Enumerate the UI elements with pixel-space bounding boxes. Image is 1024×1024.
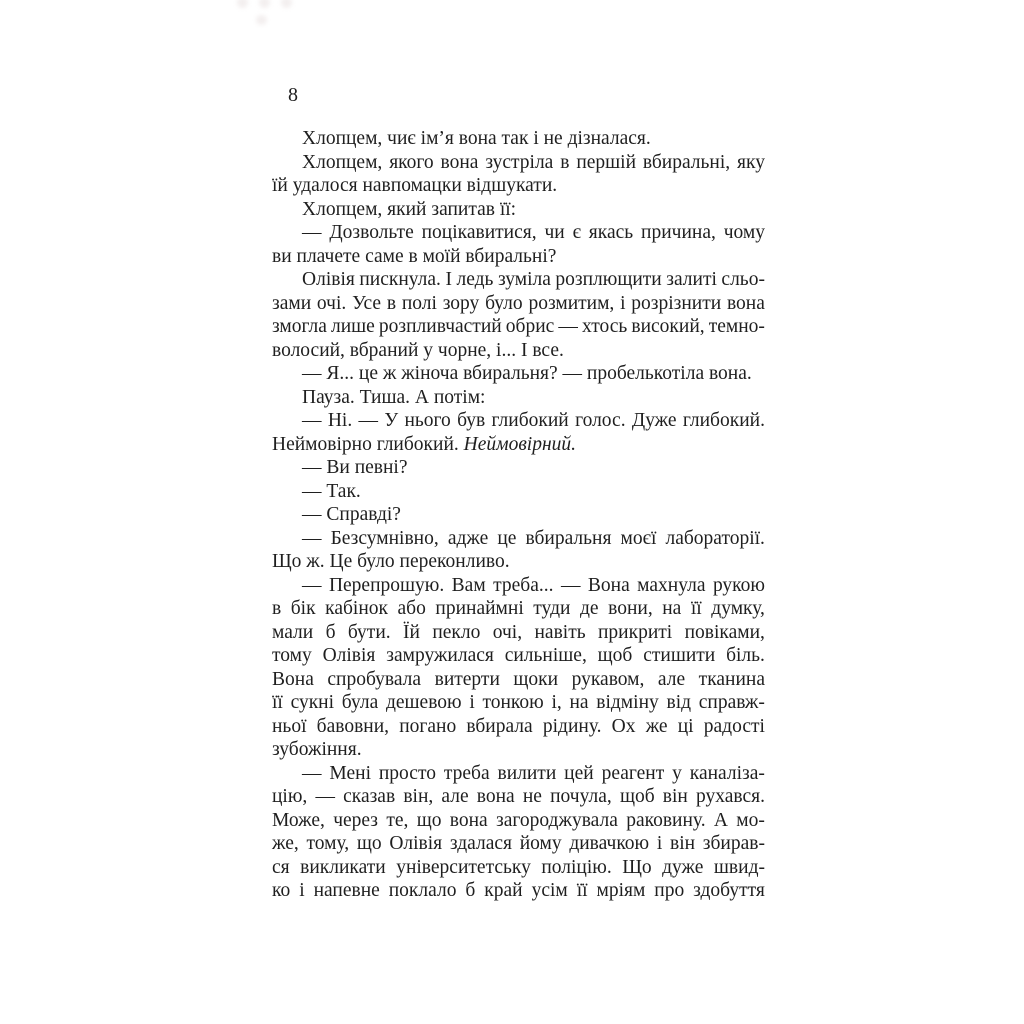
text-line: волосий, вбраний у чорне, і... І все.	[272, 339, 564, 361]
text-line: їй удалося навпомацки відшукати.	[272, 175, 558, 196]
text-line: Вона спробувала витерти щоки рукавом, але тканина	[272, 668, 765, 690]
print-artifact	[259, 0, 270, 8]
text-line: змогла лише розпливчастий обрис — хтось високий, темно-	[272, 316, 765, 337]
text-line: — Ви певні?	[302, 457, 408, 478]
text-line: Хлопцем, якого вона зустріла в першій вбиральні, яку	[302, 151, 765, 173]
text-line: Що ж. Це було переконливо.	[272, 551, 510, 572]
text-line: — Мені просто треба вилити цей реагент у каналіза-	[302, 762, 765, 784]
text-line: ви плачете саме в моїй вбиральні?	[272, 245, 557, 267]
text-line: тому Олівія замружилася сильніше, щоб стишити біль.	[272, 645, 765, 666]
text-line: ньої бавовни, погано вбирала рідину. Ох же ці радості	[272, 715, 765, 737]
text-line: зами очі. Усе в полі зору було розмитим, і розрізнити вона	[272, 292, 765, 314]
print-artifact	[256, 15, 267, 25]
text-line: ко і напевне поклало б край усім її мріям про здобуття	[272, 880, 765, 901]
text-line: же, тому, що Олівія здалася йому дивачкою і він збирав-	[272, 833, 765, 854]
text-line: в бік кабінок або принаймні туди де вони, на її думку,	[272, 598, 765, 619]
page-number: 8	[288, 84, 298, 106]
text-line: — Справді?	[302, 504, 401, 525]
text-line: Неймовірно глибокий. Неймовірний.	[272, 433, 577, 455]
text-line: зубожіння.	[272, 739, 362, 760]
text-line: — Так.	[302, 480, 361, 502]
text-line: цію, — сказав він, але вона не почула, щоб він рухався.	[272, 786, 765, 807]
text-line: ся викликати університетську поліцію. Що дуже швид-	[272, 856, 765, 878]
text-line: — Я... це ж жіноча вбиральня? — пробелькотіла вона.	[302, 363, 752, 384]
text-line: — Перепрошую. Вам треба... — Вона махнула рукою	[302, 574, 765, 596]
text-line: Олівія пискнула. І ледь зуміла розплющити залиті сльо-	[302, 269, 765, 290]
text-line: Хлопцем, чиє ім’я вона так і не дізналася.	[302, 128, 651, 149]
text-line: — Ні. — У нього був глибокий голос. Дуже глибокий.	[302, 410, 765, 431]
print-artifact	[237, 0, 248, 8]
text-line: її сукні була дешевою і тонкою і, на відміну від справж-	[272, 692, 765, 713]
text-block	[272, 127, 765, 903]
text-line: Пауза. Тиша. А потім:	[302, 386, 486, 408]
text-line: мали б бути. Їй пекло очі, навіть прикриті повіками,	[272, 621, 765, 643]
text-line: — Безсумнівно, адже це вбиральня моєї лабораторії.	[302, 527, 765, 549]
text-line: — Дозвольте поцікавитися, чи є якась причина, чому	[302, 222, 765, 243]
text-line: Хлопцем, який запитав її:	[302, 198, 517, 220]
print-artifact	[281, 0, 292, 8]
text-line: Може, через те, що вона загороджувала раковину. А мо-	[272, 809, 765, 831]
